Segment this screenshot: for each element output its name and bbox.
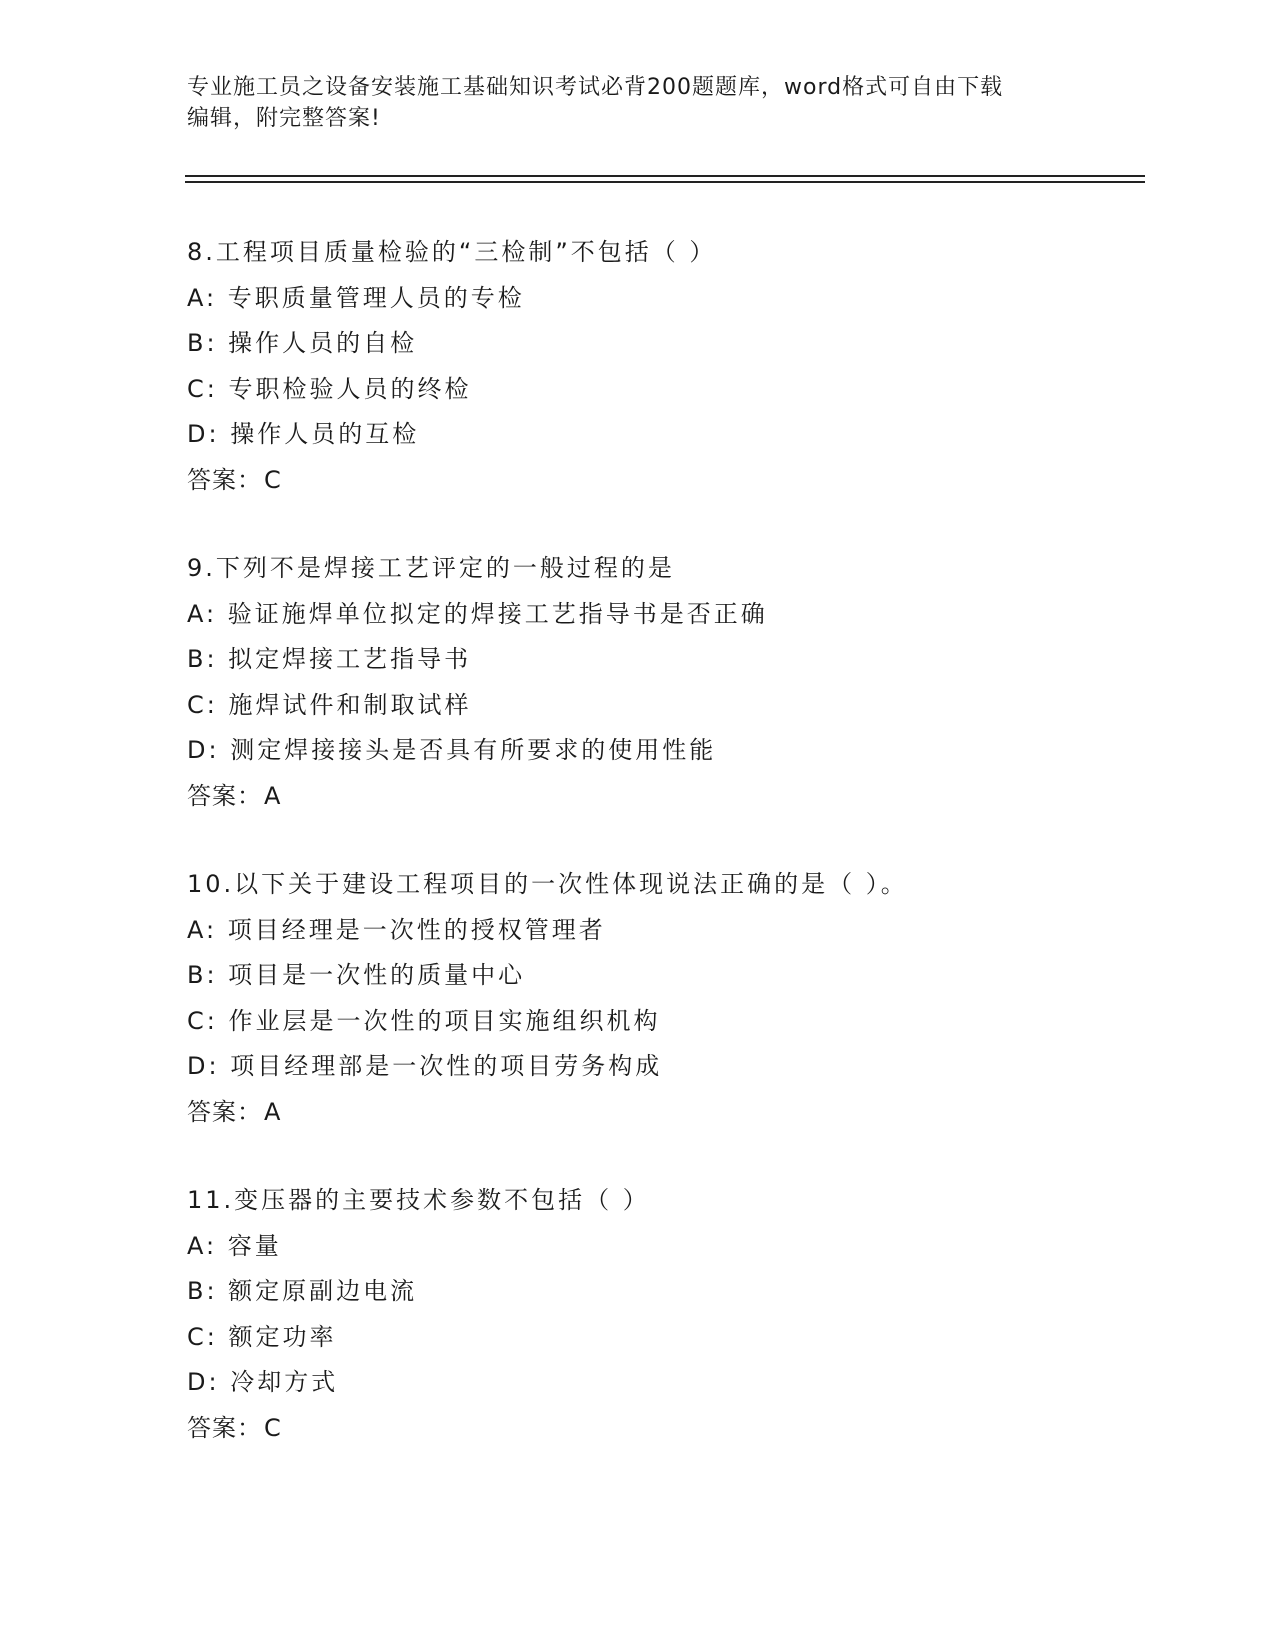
answer-line [187,774,1147,820]
header-divider-bottom [185,181,1145,183]
option-b: B: 项目是一次性的质量中心 [187,961,526,989]
answer-value: A [264,781,282,810]
document-header [187,72,1067,134]
option-b: B: 拟定焊接工艺指导书 [187,645,472,673]
header-divider-top [185,175,1145,177]
option-d: D: 项目经理部是一次性的项目劳务构成 [187,1052,663,1080]
option-b: B: 操作人员的自检 [187,329,418,357]
option-b: B: 额定原副边电流 [187,1277,418,1305]
answer-label: 答案： [187,465,262,494]
question-8 [187,230,1147,503]
answer-line [187,1090,1147,1136]
question-stem: 9.下列不是焊接工艺评定的一般过程的是 [187,554,675,582]
answer-value: A [264,1097,282,1126]
option-c: C: 额定功率 [187,1322,337,1351]
option-c: C: 施焊试件和制取试样 [187,690,472,719]
header-line-2: 编辑，附完整答案! [187,106,381,131]
header-line-1: 专业施工员之设备安装施工基础知识考试必背200题题库，word格式可自由下载 [187,75,1004,100]
question-11 [187,1178,1147,1451]
question-10 [187,862,1147,1135]
option-c: C: 作业层是一次性的项目实施组织机构 [187,1006,661,1035]
answer-label: 答案： [187,781,262,810]
option-a: A: 容量 [187,1231,282,1260]
answer-label: 答案： [187,1413,262,1442]
answer-value: C [264,1413,282,1442]
answer-value: C [264,465,282,494]
answer-line [187,1406,1147,1452]
question-stem: 10.以下关于建设工程项目的一次性体现说法正确的是（ ）。 [187,870,908,898]
answer-label: 答案： [187,1097,262,1126]
option-a: A: 验证施焊单位拟定的焊接工艺指导书是否正确 [187,599,768,628]
option-d: D: 冷却方式 [187,1368,339,1396]
option-a: A: 专职质量管理人员的专检 [187,283,525,312]
option-d: D: 测定焊接接头是否具有所要求的使用性能 [187,736,717,764]
option-a: A: 项目经理是一次性的授权管理者 [187,915,606,944]
question-9 [187,546,1147,819]
question-stem: 8.工程项目质量检验的“三检制”不包括（ ） [187,238,717,266]
question-stem: 11.变压器的主要技术参数不包括（ ） [187,1186,650,1214]
option-c: C: 专职检验人员的终检 [187,374,472,403]
option-d: D: 操作人员的互检 [187,420,420,448]
answer-line [187,458,1147,504]
